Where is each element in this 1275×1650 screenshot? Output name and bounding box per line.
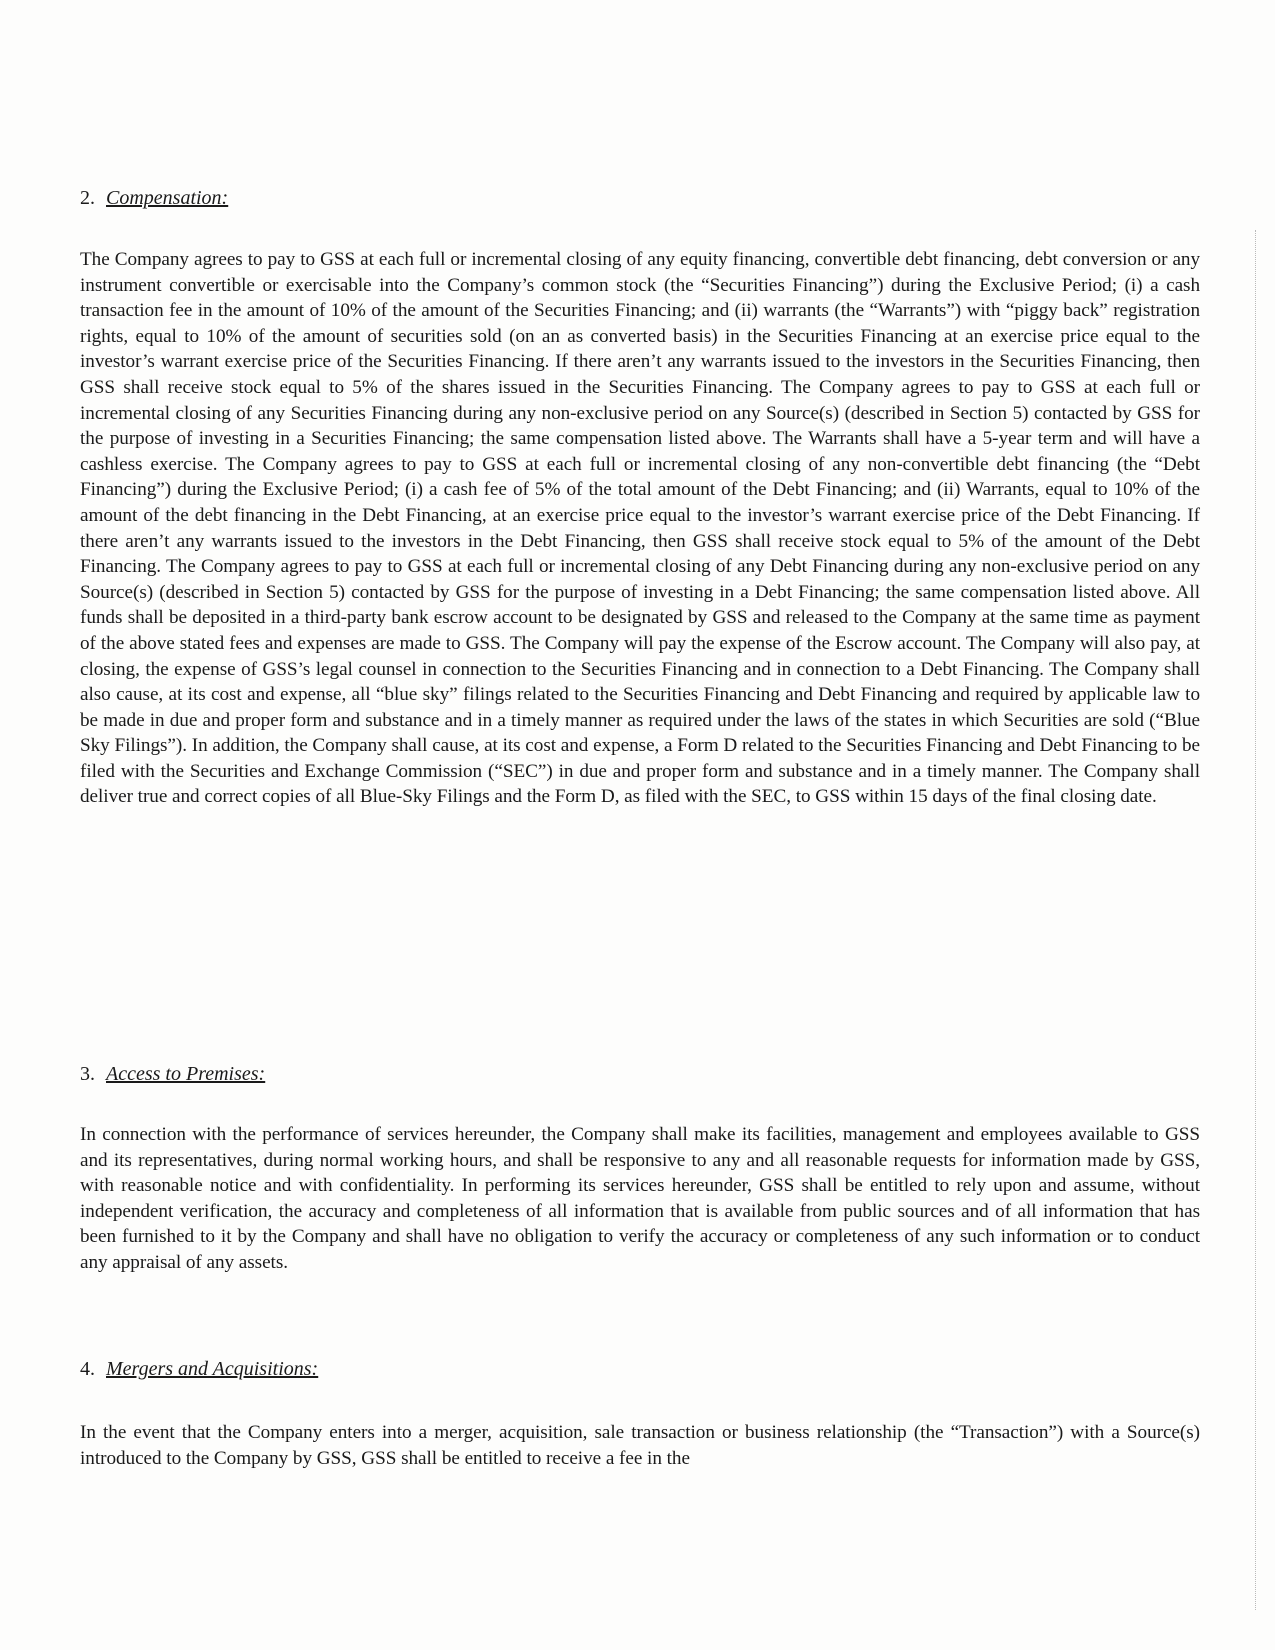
section-title: Mergers and Acquisitions: [106, 1358, 319, 1380]
section-heading [80, 1356, 1200, 1382]
section-heading [80, 1061, 1200, 1087]
section-mergers-and-acquisitions [80, 1356, 1200, 1382]
section-number: 4. [80, 1358, 95, 1380]
scan-edge-divider [1255, 230, 1257, 1610]
section-paragraph: The Company agrees to pay to GSS at each full or incremental closing of any equity financing, convertible debt financing, debt conversion or any instrument convertible or exercisable into the Company’s common stock (the “Securities Financing”) during the Exclusive Period; (i) a cash transaction fee in the amount of 10% of the amount of the Securities Financing; and (ii) warrants (the “Warrants”) with “piggy back” registration rights, equal to 10% of the amount of securities sold (on an as converted basis) in the Securities Financing at an exercise price equal to the investor’s warrant exercise price of the Securities Financing. If there aren’t any warrants issued to the investors in the Securities Financing, then GSS shall receive stock equal to 5% of the shares issued in the Securities Financing. The Company agrees to pay to GSS at each full or incremental closing of any Securities Financing during any non-exclusive period on any Source(s) (described in Section 5) contacted by GSS for the purpose of investing in a Securities Financing; the same compensation listed above. The Warrants shall have a 5-year term and will have a cashless exercise. The Company agrees to pay to GSS at each full or incremental closing of any non-convertible debt financing (the “Debt Financing”) during the Exclusive Period; (i) a cash fee of 5% of the total amount of the Debt Financing; and (ii) Warrants, equal to 10% of the amount of the debt financing in the Debt Financing, at an exercise price equal to the investor’s warrant exercise price of the Debt Financing. If there aren’t any warrants issued to the investors in the Debt Financing, then GSS shall receive stock equal to 5% of the amount of the Debt Financing. The Company agrees to pay to GSS at each full or incremental closing of any Debt Financing during any non-exclusive period on any Source(s) (described in Section 5) contacted by GSS for the purpose of investing in a Debt Financing; the same compensation listed above. All funds shall be deposited in a third-party bank escrow account to be designated by GSS and released to the Company at the same time as payment of the above stated fees and expenses are made to GSS. The Company will pay the expense of the Escrow account. The Company will also pay, at closing, the expense of GSS’s legal counsel in connection to the Securities Financing and in connection to a Debt Financing. The Company shall also cause, at its cost and expense, all “blue sky” filings related to the Securities Financing and Debt Financing and required by applicable law to be made in due and proper form and substance and in a timely manner as required under the laws of the states in which Securities are sold (“Blue Sky Filings”). In addition, the Company shall cause, at its cost and expense, a Form D related to the Securities Financing and Debt Financing to be filed with the Securities and Exchange Commission (“SEC”) in due and proper form and substance and in a timely manner. The Company shall deliver true and correct copies of all Blue-Sky Filings and the Form D, as filed with the SEC, to GSS within 15 days of the final closing date. [80, 249, 1200, 808]
section-title: Compensation: [106, 187, 229, 209]
section-access-body [80, 1122, 1200, 1276]
section-title: Access to Premises: [106, 1063, 266, 1085]
section-number: 3. [80, 1063, 95, 1085]
section-paragraph: In the event that the Company enters into a merger, acquisition, sale transaction or business relationship (the “Transaction”) with a Source(s) introduced to the Company by GSS, GSS shall be entitled to receive a fee in the [80, 1422, 1200, 1469]
section-mergers-body [80, 1420, 1200, 1471]
section-compensation-body [80, 247, 1200, 810]
section-paragraph: In connection with the performance of services hereunder, the Company shall make its facilities, management and employees available to GSS and its representatives, during normal working hours, and shall be responsive to any and all reasonable requests for information made by GSS, with reasonable notice and with confidentiality. In performing its services hereunder, GSS shall be entitled to rely upon and assume, without independent verification, the accuracy and completeness of all information that is available from public sources and of all information that has been furnished to it by the Company and shall have no obligation to verify the accuracy or completeness of any such information or to conduct any appraisal of any assets. [80, 1124, 1200, 1273]
section-compensation [80, 185, 1200, 211]
section-number: 2. [80, 187, 95, 209]
section-access-to-premises [80, 1061, 1200, 1087]
section-heading [80, 185, 1200, 211]
